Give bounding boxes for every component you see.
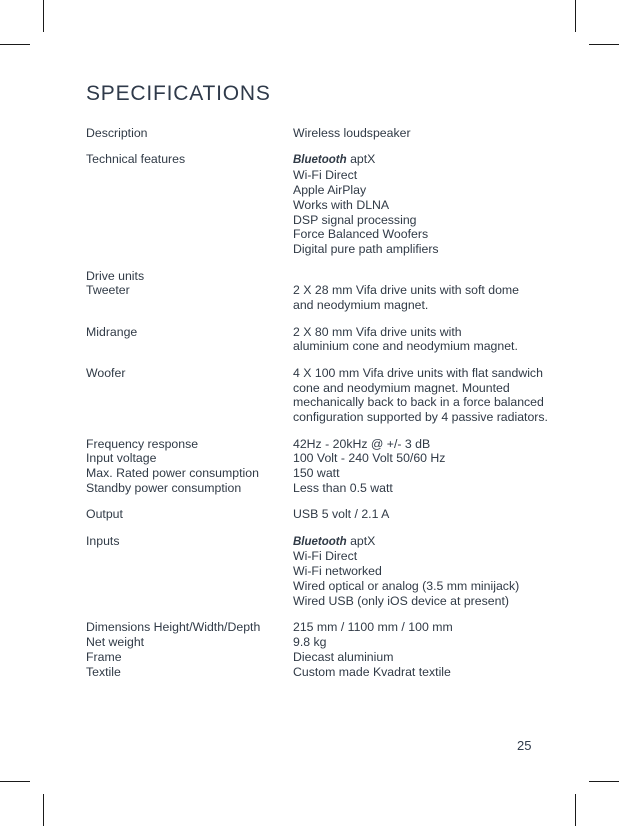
spec-value-line: Force Balanced Woofers bbox=[293, 227, 429, 242]
spec-value: 42Hz - 20kHz @ +/- 3 dB bbox=[293, 436, 431, 451]
bluetooth-wordmark: Bluetooth bbox=[293, 154, 347, 167]
spec-row-woofer bbox=[86, 366, 556, 425]
spec-value-line: Digital pure path amplifiers bbox=[293, 242, 439, 257]
spec-value-line: mechanically back to back in a force balanced bbox=[293, 395, 544, 410]
spec-label: Frequency response bbox=[86, 436, 199, 451]
spec-value bbox=[293, 534, 556, 609]
spec-value bbox=[293, 325, 556, 355]
spec-value-line: Bluetooth aptX bbox=[293, 533, 376, 548]
spec-value-line: aluminium cone and neodymium magnet. bbox=[293, 339, 518, 354]
spec-label: Dimensions Height/Width/Depth bbox=[86, 620, 261, 635]
spec-row-textile bbox=[86, 665, 556, 680]
spec-value: 9.8 kg bbox=[293, 635, 327, 650]
spec-value bbox=[293, 366, 556, 425]
spec-value-line: Wired optical or analog (3.5 mm minijack) bbox=[293, 579, 520, 594]
spec-row-frame bbox=[86, 650, 556, 665]
spec-value-line: Wired USB (only iOS device at present) bbox=[293, 593, 509, 608]
spec-value-line: cone and neodymium magnet. Mounted bbox=[293, 380, 510, 395]
spec-value-line: DSP signal processing bbox=[293, 212, 417, 227]
spec-label: Net weight bbox=[86, 635, 145, 650]
bluetooth-wordmark: Bluetooth bbox=[293, 535, 347, 548]
crop-mark bbox=[43, 794, 44, 826]
spec-value-line: and neodymium magnet. bbox=[293, 298, 429, 313]
spec-value-line: Wi-Fi networked bbox=[293, 564, 382, 579]
spec-row-inputs bbox=[86, 534, 556, 609]
spec-value-line: Works with DLNA bbox=[293, 197, 390, 212]
spec-row-dimensions bbox=[86, 620, 556, 635]
spec-value: Less than 0.5 watt bbox=[293, 480, 393, 495]
spec-label: Frame bbox=[86, 649, 122, 664]
crop-mark bbox=[589, 44, 619, 45]
crop-mark bbox=[0, 781, 30, 782]
spec-row-drive-units bbox=[86, 269, 556, 284]
spec-label: Tweeter bbox=[86, 283, 130, 298]
crop-mark bbox=[589, 781, 619, 782]
spec-row-input-voltage bbox=[86, 451, 556, 466]
spec-value-line: configuration supported by 4 passive radiators. bbox=[293, 410, 548, 425]
spec-label: Technical features bbox=[86, 152, 186, 167]
spec-row-description bbox=[86, 126, 556, 141]
spec-label: Max. Rated power consumption bbox=[86, 466, 259, 481]
spec-value-line: Bluetooth aptX bbox=[293, 152, 376, 167]
page-number: 25 bbox=[517, 738, 532, 753]
spec-value: 100 Volt - 240 Volt 50/60 Hz bbox=[293, 451, 446, 466]
spec-label: Description bbox=[86, 126, 148, 140]
spec-label: Midrange bbox=[86, 324, 138, 339]
crop-mark bbox=[43, 0, 44, 32]
spec-label: Textile bbox=[86, 664, 121, 679]
spec-label: Standby power consumption bbox=[86, 480, 242, 495]
spec-row-max-power bbox=[86, 466, 556, 481]
spec-value: 215 mm / 1100 mm / 100 mm bbox=[293, 620, 453, 635]
spec-label: Drive units bbox=[86, 268, 145, 283]
spec-value: Wireless loudspeaker bbox=[293, 126, 411, 140]
spec-value-line: Wi-Fi Direct bbox=[293, 549, 358, 564]
spec-row-technical-features bbox=[86, 152, 556, 257]
spec-row-tweeter bbox=[86, 283, 556, 313]
spec-label: Output bbox=[86, 507, 123, 522]
spec-value-line: 2 X 80 mm Vifa drive units with bbox=[293, 324, 462, 339]
spec-table bbox=[86, 126, 556, 679]
spec-value: Diecast aluminium bbox=[293, 649, 394, 664]
spec-label: Woofer bbox=[86, 365, 126, 380]
spec-value: Custom made Kvadrat textile bbox=[293, 664, 451, 679]
spec-row-midrange bbox=[86, 325, 556, 355]
spec-value-line: Wi-Fi Direct bbox=[293, 168, 358, 183]
spec-value bbox=[293, 283, 556, 313]
spec-value-line: Apple AirPlay bbox=[293, 182, 367, 197]
spec-row-output bbox=[86, 507, 556, 522]
spec-row-net-weight bbox=[86, 635, 556, 650]
page-title: SPECIFICATIONS bbox=[86, 82, 271, 105]
crop-mark bbox=[0, 44, 30, 45]
spec-row-standby-power bbox=[86, 481, 556, 496]
spec-value bbox=[293, 152, 556, 257]
spec-value-line: 2 X 28 mm Vifa drive units with soft dome bbox=[293, 283, 519, 298]
spec-value-line: 4 X 100 mm Vifa drive units with flat sandwich bbox=[293, 365, 543, 380]
spec-label: Input voltage bbox=[86, 451, 157, 466]
spec-value: 150 watt bbox=[293, 466, 340, 481]
crop-mark bbox=[575, 794, 576, 826]
spec-label: Inputs bbox=[86, 533, 120, 548]
spec-row-frequency-response bbox=[86, 437, 556, 452]
crop-mark bbox=[575, 0, 576, 32]
spec-value: USB 5 volt / 2.1 A bbox=[293, 507, 390, 522]
